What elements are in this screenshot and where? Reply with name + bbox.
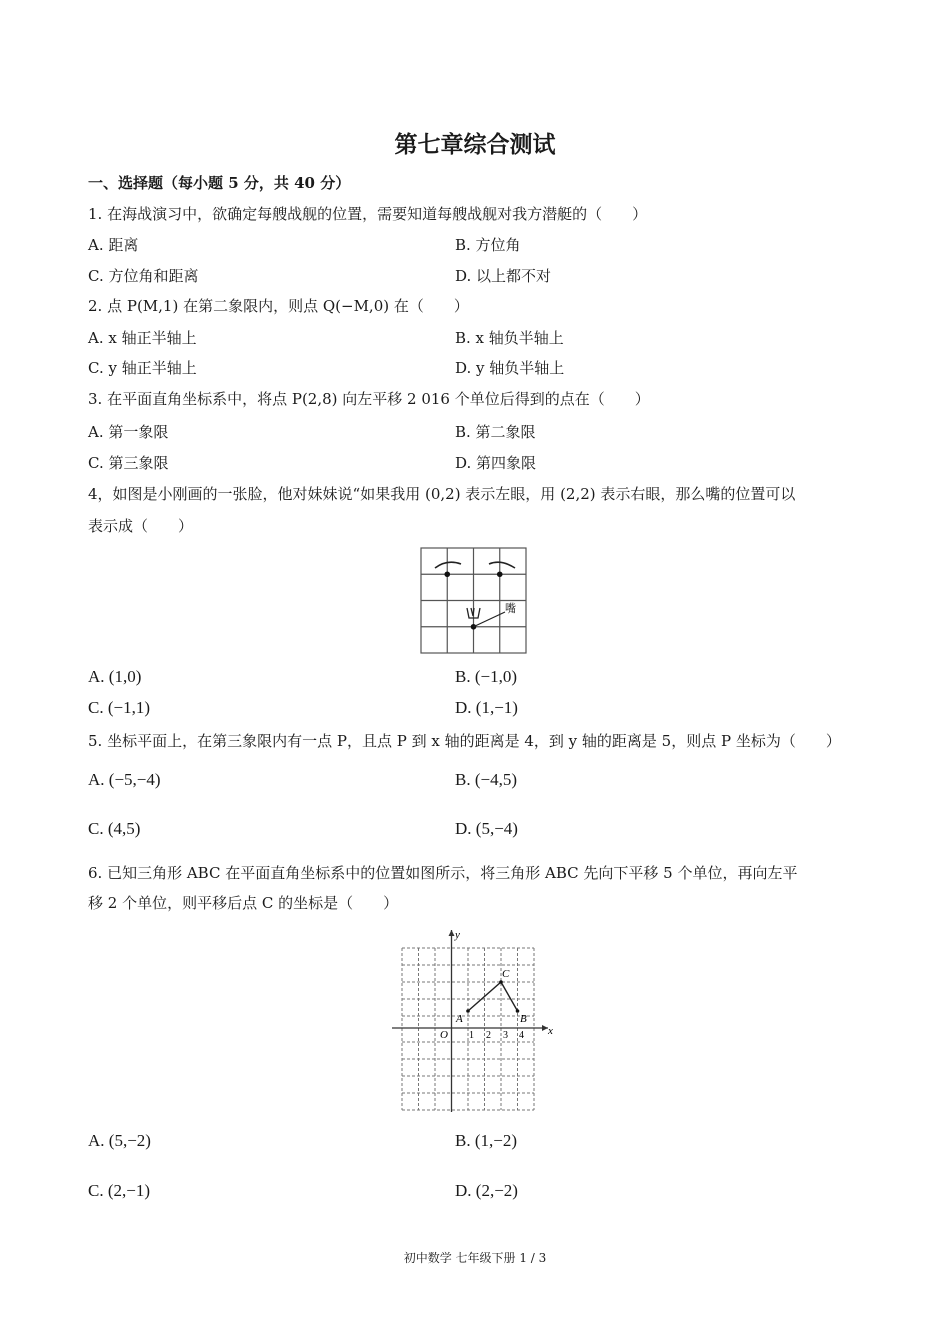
q5-option-a: A. (−5,−4) [88,770,161,789]
label-a: A [456,1013,463,1025]
q6-option-a: A. (5,−2) [88,1131,151,1150]
q6-option-b: B. (1,−2) [455,1131,517,1150]
left-eyebrow [435,562,461,568]
question-5: 5. 坐标平面上，在第三象限内有一点 P，且点 P 到 x 轴的距离是 4，到 y 轴的距离是 5，则点 P 坐标为（ ） [88,732,841,750]
label-c: C [502,968,510,980]
q4-option-c: C. (−1,1) [88,698,150,717]
label-b: B [520,1013,527,1025]
q2-option-c: C. y 轴正半轴上 [88,359,197,377]
q1-option-c: C. 方位角和距离 [88,267,199,285]
question-6-line-2: 移 2 个单位，则平移后点 C 的坐标是（ ） [88,894,399,912]
question-4-line-1: 4，如图是小刚画的一张脸，他对妹妹说“如果我用 (0,2) 表示左眼，用 (2,2) 表示右眼，那么嘴的位置可以 [88,485,796,503]
point-c [499,980,503,984]
right-eye [497,571,503,577]
point-b [516,1009,520,1013]
q5-option-d: D. (5,−4) [455,819,518,838]
q6-option-d: D. (2,−2) [455,1181,518,1200]
q2-option-b: B. x 轴负半轴上 [455,329,564,347]
page-footer: 初中数学 七年级下册 1 / 3 [403,1251,547,1265]
q4-option-a: A. (1,0) [88,667,142,686]
tick-3: 3 [503,1030,508,1041]
q3-option-a: A. 第一象限 [88,423,169,441]
q5-option-b: B. (−4,5) [455,770,517,789]
tick-4: 4 [519,1030,524,1041]
q1-option-b: B. 方位角 [455,236,521,254]
question-3: 3. 在平面直角坐标系中，将点 P(2,8) 向左平移 2 016 个单位后得到的点在（ ） [88,390,650,408]
axis-label-x: x [548,1025,553,1037]
triangle-coordinate-figure [390,926,560,1112]
left-eye [444,571,450,577]
right-eyebrow [489,562,515,568]
point-a [466,1009,470,1013]
q6-option-c: C. (2,−1) [88,1181,150,1200]
q3-option-b: B. 第二象限 [455,423,536,441]
tick-1: 1 [469,1030,474,1041]
question-2: 2. 点 P(M,1) 在第二象限内，则点 Q(−M,0) 在（ ） [88,297,469,315]
q1-option-d: D. 以上都不对 [455,267,552,285]
question-6-line-1: 6. 已知三角形 ABC 在平面直角坐标系中的位置如图所示，将三角形 ABC 先向下平移 5 个单位，再向左平 [88,864,798,882]
page-title: 第七章综合测试 [394,131,556,158]
face-grid-figure [419,546,529,656]
question-4-line-2: 表示成（ ） [88,517,194,535]
origin-label: O [440,1029,448,1041]
q5-option-c: C. (4,5) [88,819,141,838]
mouth-label: 嘴 [505,602,516,615]
q1-option-a: A. 距离 [88,236,139,254]
section-heading: 一、选择题（每小题 5 分，共 40 分） [88,174,351,192]
q4-option-b: B. (−1,0) [455,667,517,686]
q2-option-a: A. x 轴正半轴上 [88,329,197,347]
q4-option-d: D. (1,−1) [455,698,518,717]
triangle-abc [468,982,518,1011]
q3-option-d: D. 第四象限 [455,454,537,472]
question-1: 1. 在海战演习中，欲确定每艘战舰的位置，需要知道每艘战舰对我方潜艇的（ ） [88,205,648,223]
tick-2: 2 [486,1030,491,1041]
axis-label-y: y [455,929,460,941]
q2-option-d: D. y 轴负半轴上 [455,359,565,377]
q3-option-c: C. 第三象限 [88,454,169,472]
